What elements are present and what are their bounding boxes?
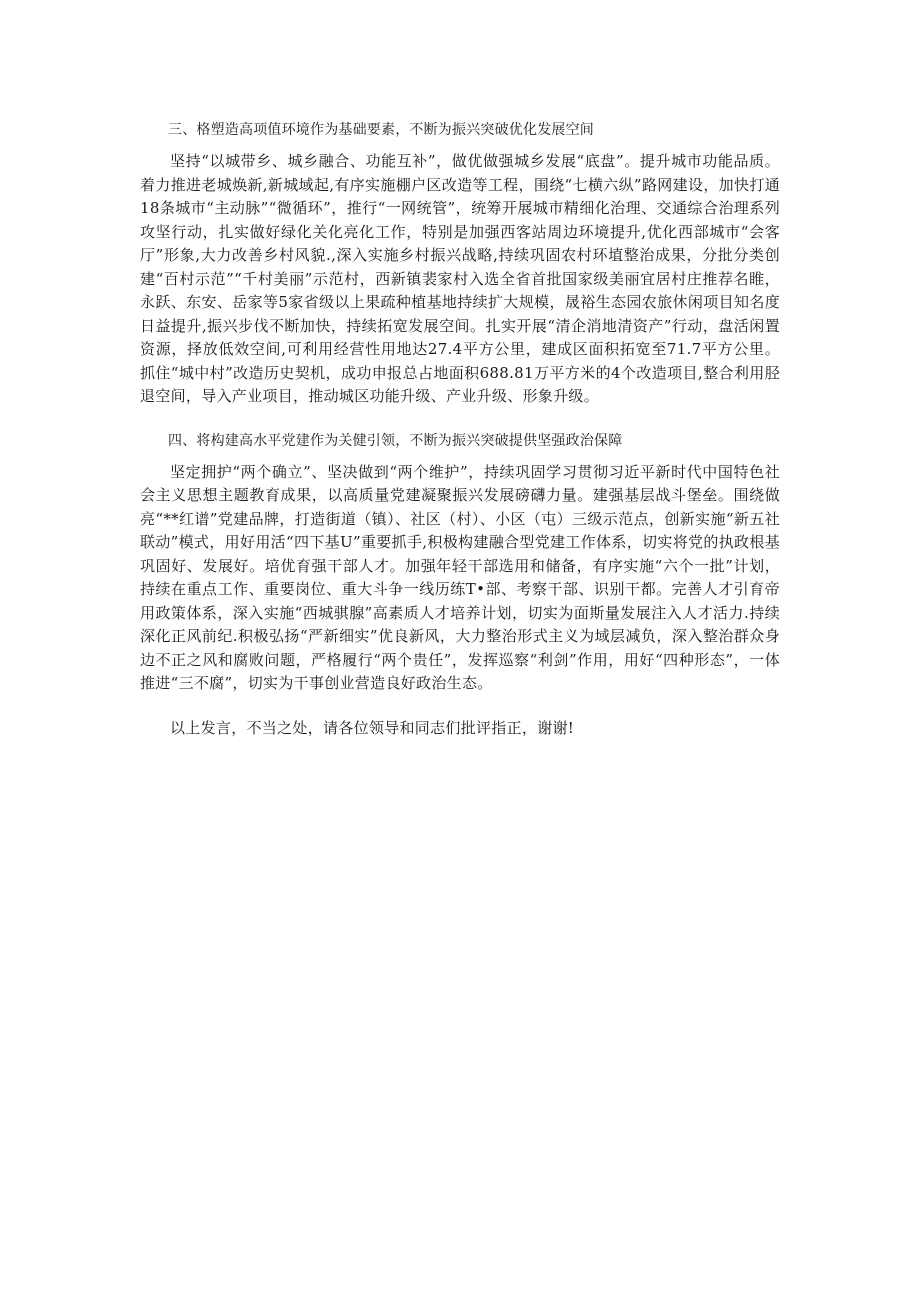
document-content (140, 118, 780, 740)
section-heading: 三、格塑造高项值环境作为基础要素，不断为振兴突破优化发展空间 (168, 122, 594, 138)
section-paragraph: 坚持“以城带乡、城乡融合、功能互补”，做优做强城乡发展“底盘”。提升城市功能品质。着力推进老城焕新,新城域起,有序实施棚户区改造等工程，围绕“七横六纵”路网建设，加快打通18条城市“主动脉”“微循环”，推行“一网统管”，统筹开展城市精细化治理、交通综合治理系列攻坚行动，扎实做好绿化关化亮化工作，特别是加强西客站周边环境提升,优化西部城市“会客厅”形象,大力改善乡村风貌.,深入实施乡村振兴战略,持续巩固农村环埴整治成果，分批分类创建“百村示范”“千村美丽”示范村，西新镇裴家村入选全省首批国家级美丽宜居村庄推荐名睢，永跃、东安、岳家等5家省级以上果疏种植基地持续扩大规模，晟裕生态园农旅休闲项目知名度日益提升,振兴步伐不断加快，持续拓宽发展空间。扎实开展“清企消地清资产”行动，盘活闲置资源，择放低效空间,可利用经营性用地达27.4平方公里，建成区面积拓宽至71.7平方公里。抓住“城中村”改造历史契机，成功申报总占地面积688.81万平方米的4个改造项目,整合利用胫退空间，导入产业项目，推动城区功能升级、产业升级、形象升级。 (140, 152, 780, 405)
section-4 (140, 429, 780, 696)
closing-remark: 以上发言，不当之处，请各位领导和同志们批评指正，谢谢! (170, 718, 575, 737)
section-paragraph: 坚定拥护“两个确立”、坚决做到“两个维护”，持续巩固学习贯彻习近平新时代中国特色社会主义思想主题教育成果，以高质量党建凝聚振兴发展磅礴力量。建强基层战斗堡垒。围绕做亮“**红谱”党建品牌，打造街道（镇）、社区（村）、小区（屯）三级示范点，创新实施“新五社联动”模式，用好用活“四下基U”重要抓手,积极构建融合型党建工作体系，切实将党的执政根基巩固好、发展好。培优育强干部人才。加强年轻干部选用和储备，有序实施“六个一批”计划，持续在重点工作、重要岗位、重大斗争一线历练T•部、考察干部、识别干都。完善人才引育帝用政策体系，深入实施“西城骐腺”高素质人才培养计划，切实为面斯量发展注入人才活力.持续深化正风前纪.积极弘扬“严新细实”优良新风，大力整治形式主义为域层减负，深入整治群众身边不正之风和腐败问题，严格履行“两个贵任”，发挥巡察“利剑”作用，用好“四种形态”，一体推进“三不腐”，切实为干事创业营造良好政治生态。 (140, 462, 780, 692)
section-3 (140, 118, 780, 409)
section-heading: 四、将构建高水平党建作为关健引领，不断为振兴突破提供坚强政治保障 (168, 432, 623, 449)
